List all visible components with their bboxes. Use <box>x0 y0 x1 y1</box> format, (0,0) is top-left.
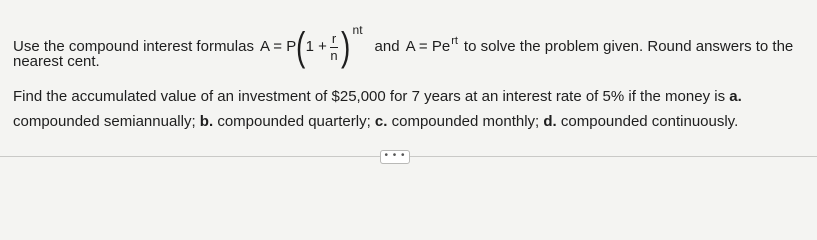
part-c-text: compounded monthly; <box>391 113 540 130</box>
fraction-r-over-n <box>330 32 338 63</box>
fraction-denominator: n <box>330 47 338 63</box>
instructions-line-2: nearest cent. <box>13 53 100 70</box>
fraction-numerator: r <box>331 30 337 46</box>
more-options-button[interactable]: • • • <box>380 150 410 164</box>
part-a-text: compounded semiannually; <box>13 113 196 130</box>
left-paren: ( <box>296 25 306 69</box>
instructions-tail: to solve the problem given. Round answers to the <box>463 38 794 55</box>
part-b-text: compounded quarterly; <box>217 113 371 130</box>
problem-line-1 <box>13 88 742 106</box>
problem-statement: Find the accumulated value of an investment of $25,000 for 7 years at an interest rate of 5% if the money is <box>13 88 726 105</box>
formula-continuous <box>405 34 458 57</box>
part-c-label: c. <box>374 113 388 130</box>
right-paren: ) <box>341 25 351 69</box>
formula-one-plus: 1 + <box>305 38 327 55</box>
formula-compound-exponent: nt <box>352 23 363 37</box>
instructions-and: and <box>374 38 400 55</box>
part-d-label: d. <box>543 113 557 130</box>
formula-compound-lhs: A = P <box>259 38 297 55</box>
part-d-text: compounded continuously. <box>560 113 739 130</box>
part-b-label: b. <box>199 113 214 130</box>
problem-line-2 <box>13 113 738 131</box>
formula-compound <box>259 23 363 69</box>
formula-continuous-base: A = Pe <box>405 37 451 55</box>
part-a-label: a. <box>729 88 742 105</box>
formula-continuous-exponent: rt <box>451 34 458 47</box>
instructions-line-1 <box>13 23 794 69</box>
instructions-intro: Use the compound interest formulas <box>13 38 254 55</box>
